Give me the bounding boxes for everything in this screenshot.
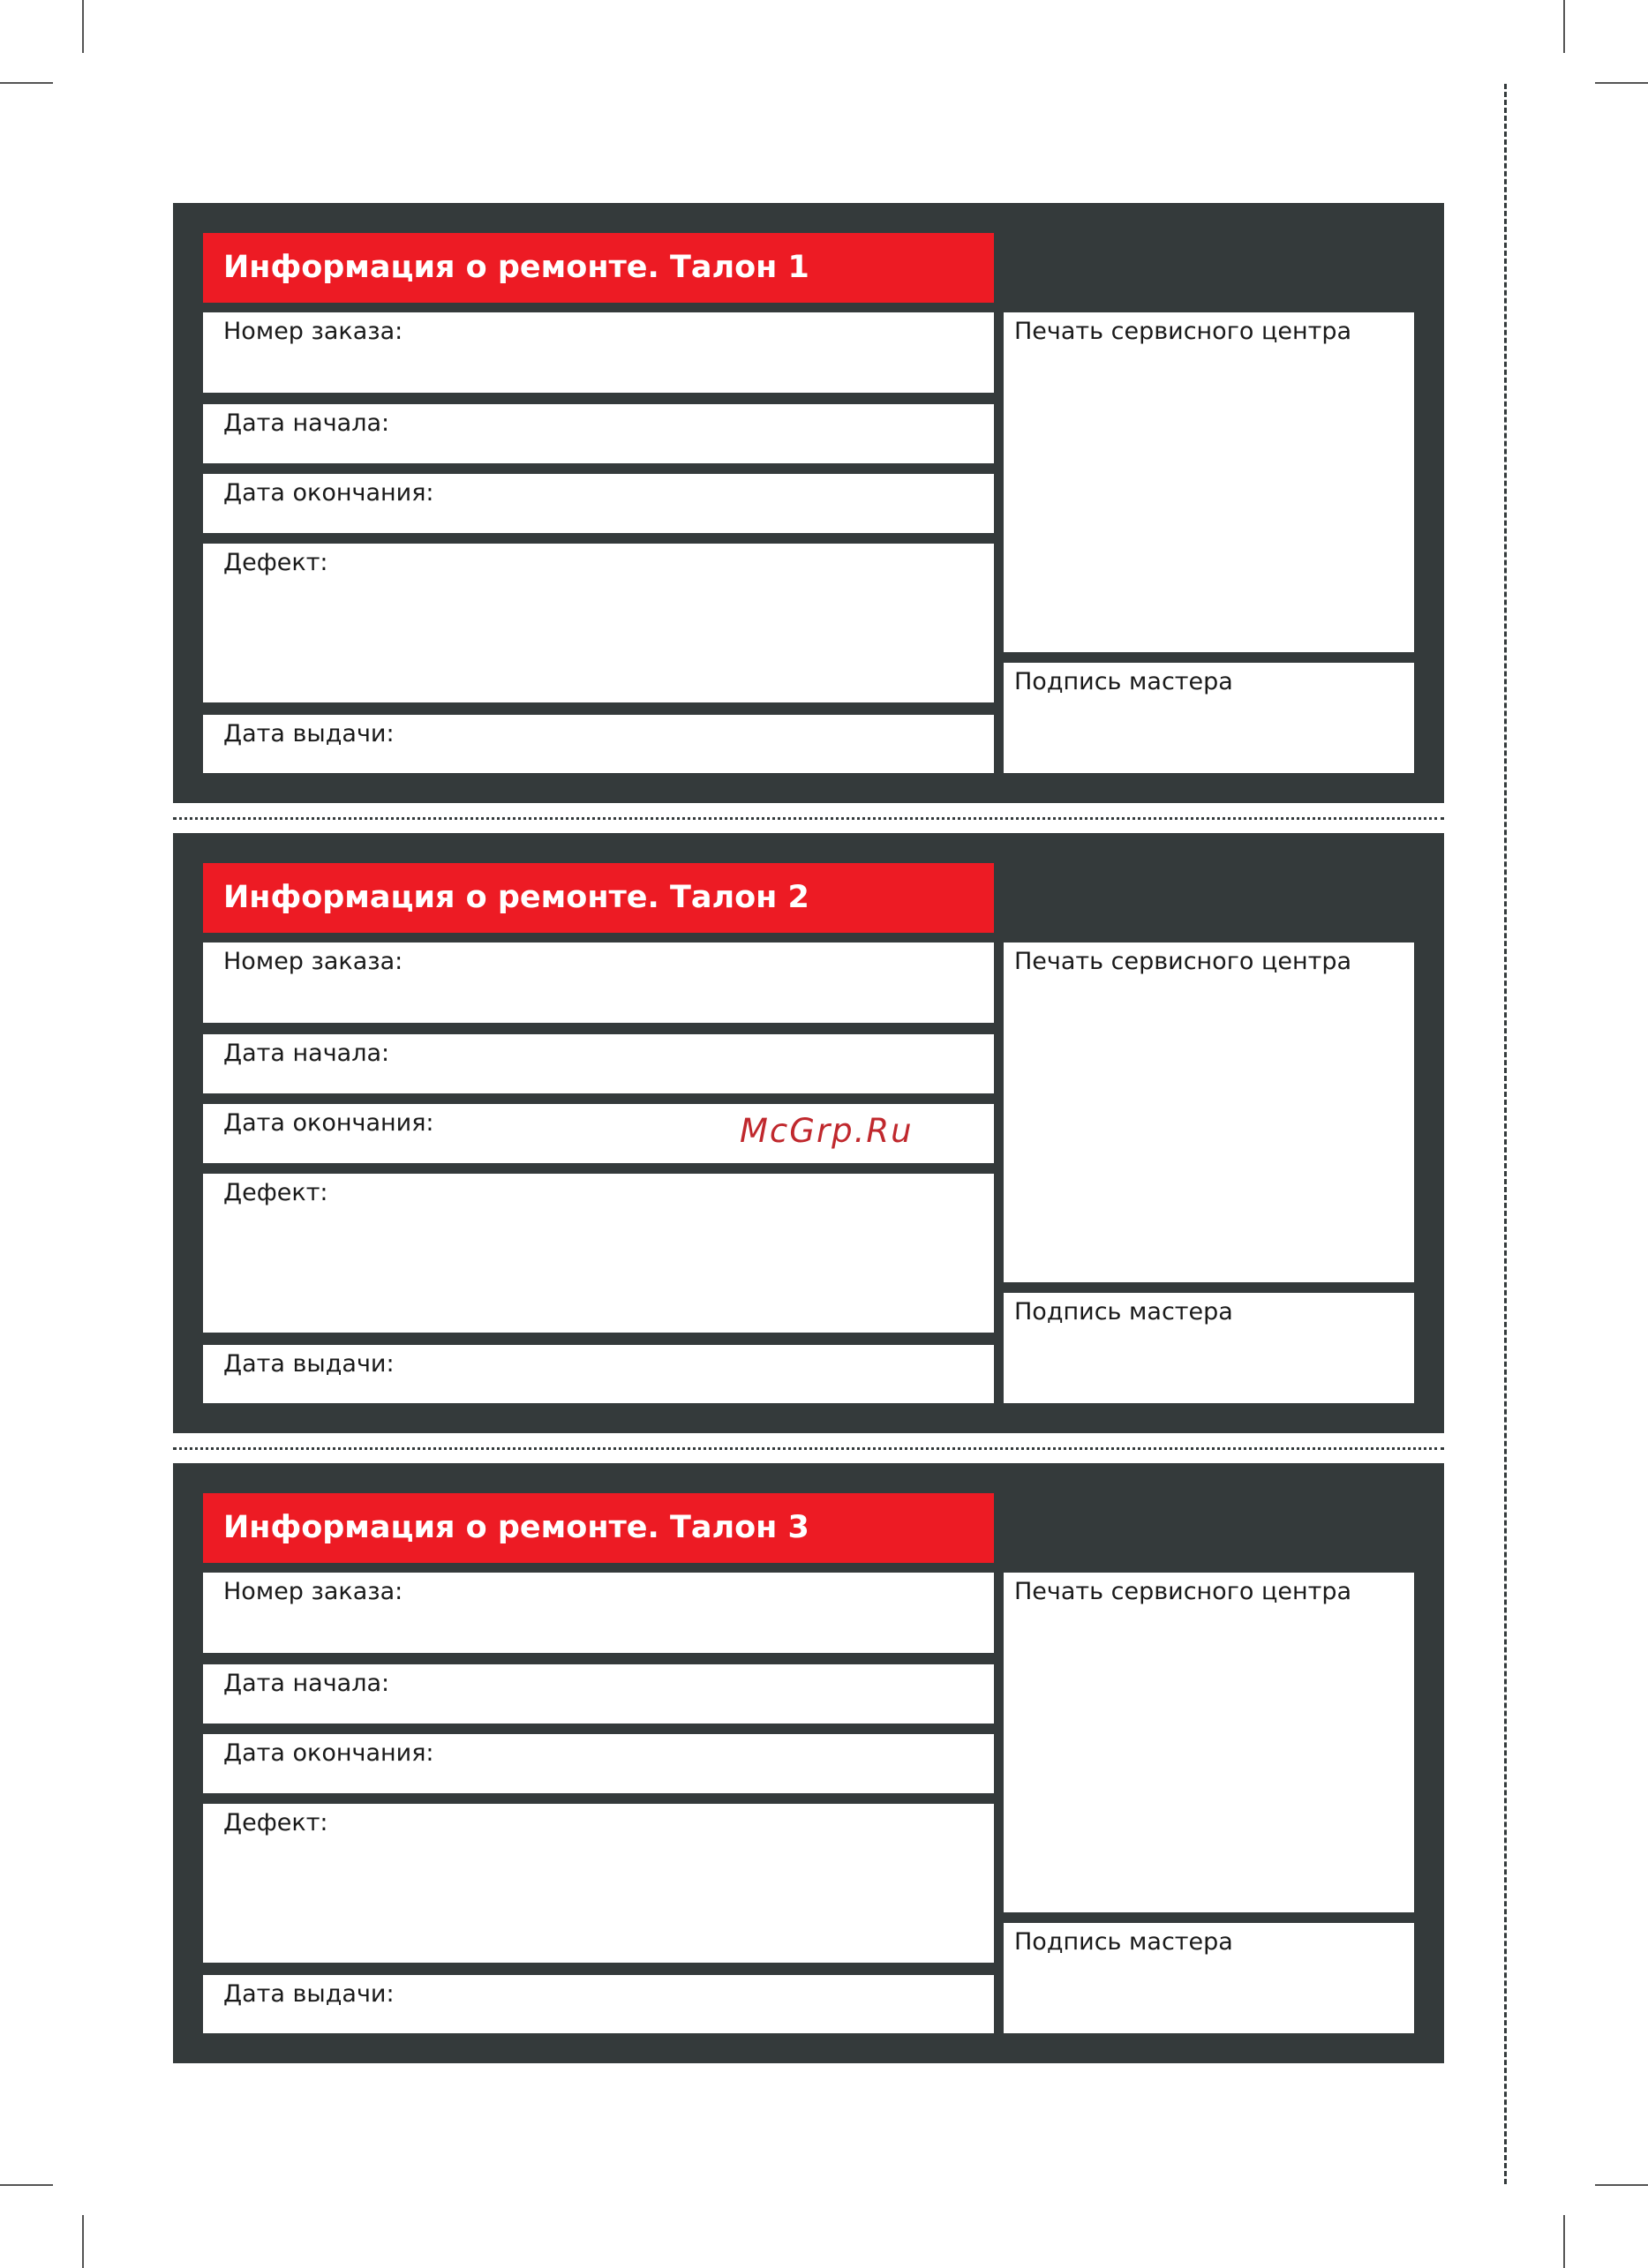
issue-date-field: Дата выдачи:: [203, 1975, 994, 2033]
talon-title: Информация о ремонте. Талон 3: [203, 1493, 994, 1563]
crop-mark: [1595, 82, 1648, 84]
crop-mark: [1563, 0, 1565, 53]
issue-date-field: Дата выдачи:: [203, 715, 994, 773]
end-date-field: Дата окончания:: [203, 1104, 994, 1163]
defect-field: Дефект:: [203, 1174, 994, 1333]
defect-field: Дефект:: [203, 544, 994, 702]
crop-mark: [1595, 2184, 1648, 2186]
talon-title: Информация о ремонте. Талон 2: [203, 863, 994, 933]
master-signature-box: Подпись мастера: [1004, 1293, 1414, 1403]
service-stamp-box: Печать сервисного центра: [1004, 312, 1414, 652]
start-date-field: Дата начала:: [203, 1034, 994, 1093]
order-number-field: Номер заказа:: [203, 1573, 994, 1653]
cut-line: [173, 1447, 1444, 1450]
repair-talon-3: [173, 1463, 1444, 2063]
end-date-field: Дата окончания:: [203, 474, 994, 533]
watermark: McGrp.Ru: [740, 1112, 914, 1150]
crop-mark: [1563, 2215, 1565, 2268]
master-signature-box: Подпись мастера: [1004, 663, 1414, 773]
issue-date-field: Дата выдачи:: [203, 1345, 994, 1403]
binding-cut-line: [1504, 84, 1507, 2184]
master-signature-box: Подпись мастера: [1004, 1923, 1414, 2033]
service-stamp-box: Печать сервисного центра: [1004, 942, 1414, 1282]
start-date-field: Дата начала:: [203, 404, 994, 463]
defect-field: Дефект:: [203, 1804, 994, 1963]
order-number-field: Номер заказа:: [203, 312, 994, 393]
end-date-field: Дата окончания:: [203, 1734, 994, 1793]
order-number-field: Номер заказа:: [203, 942, 994, 1023]
start-date-field: Дата начала:: [203, 1664, 994, 1724]
repair-talon-1: [173, 203, 1444, 803]
crop-mark: [82, 2215, 84, 2268]
crop-mark: [82, 0, 84, 53]
cut-line: [173, 817, 1444, 820]
service-stamp-box: Печать сервисного центра: [1004, 1573, 1414, 1912]
crop-mark: [0, 82, 53, 84]
crop-mark: [0, 2184, 53, 2186]
talon-title: Информация о ремонте. Талон 1: [203, 233, 994, 303]
